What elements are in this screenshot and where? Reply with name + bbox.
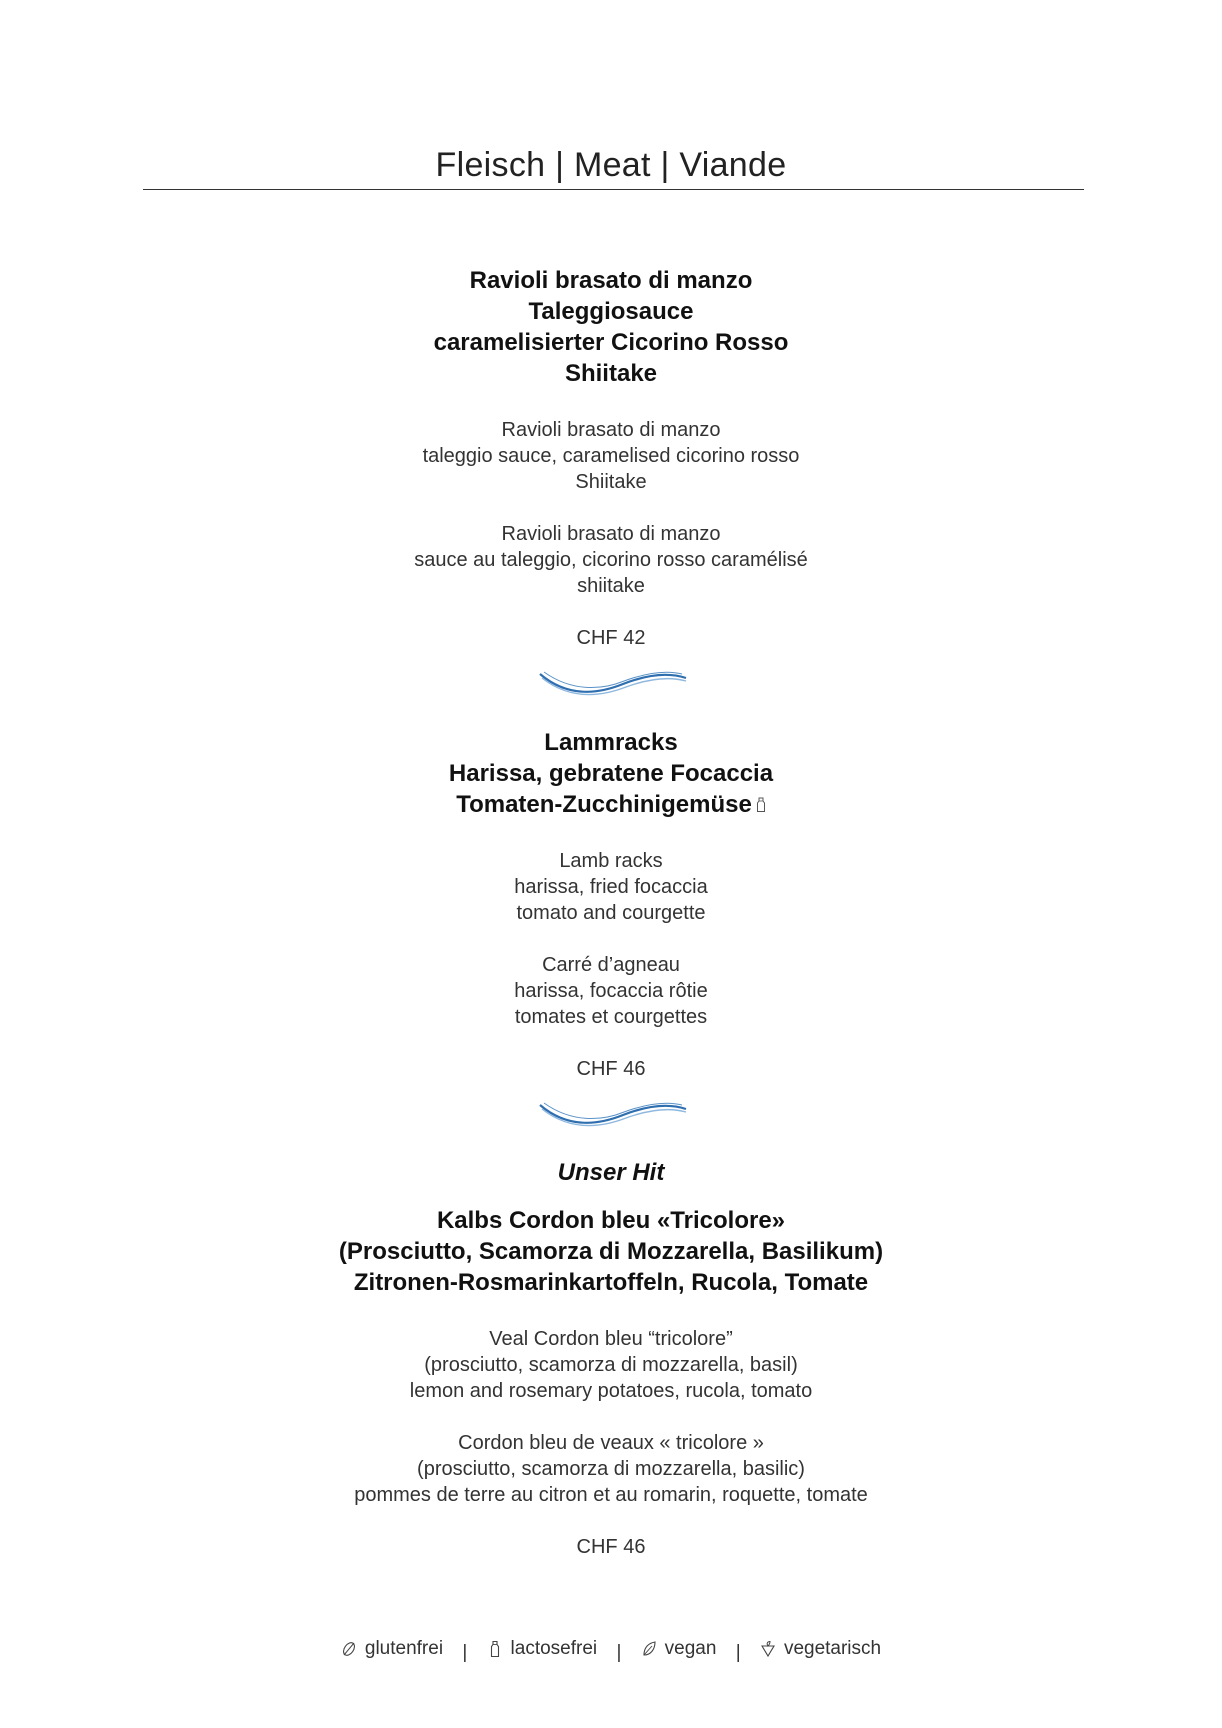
description-fr [0, 952, 1222, 1030]
description-line: Veal Cordon bleu “tricolore” [489, 1328, 733, 1350]
description-line: harissa, fried focaccia [514, 876, 708, 898]
vegetarian-icon [760, 1640, 776, 1658]
description-line: (prosciutto, scamorza di mozzarella, basilic) [417, 1458, 805, 1480]
wave-divider-icon [538, 1095, 688, 1135]
price: CHF 46 [576, 1058, 646, 1080]
vegan-leaf-icon [641, 1640, 657, 1658]
dish-ravioli [0, 265, 1222, 651]
description-line: shiitake [577, 575, 645, 597]
description-line: lemon and rosemary potatoes, rucola, tomato [409, 1380, 813, 1402]
description-line: Cordon bleu de veaux « tricolore » [458, 1432, 764, 1454]
description-en [0, 848, 1222, 926]
price: CHF 46 [576, 1536, 646, 1558]
description-line: Carré d’agneau [542, 954, 680, 976]
dish-name-line: Taleggiosauce [528, 298, 694, 325]
lactose-free-icon [487, 1640, 503, 1658]
highlight-label: Unser Hit [557, 1159, 665, 1186]
dish-name-line: Harissa, gebratene Focaccia [448, 760, 774, 787]
legend-item-glutenfrei [341, 1636, 443, 1662]
dish-name-line: Zitronen-Rosmarinkartoffeln, Rucola, Tomate [353, 1269, 869, 1296]
description-line: (prosciutto, scamorza di mozzarella, basil) [424, 1354, 798, 1376]
description-line: pommes de terre au citron et au romarin, roquette, tomate [354, 1484, 868, 1506]
description-line: Ravioli brasato di manzo [501, 419, 721, 441]
description-line: taleggio sauce, caramelised cicorino rosso [422, 445, 800, 467]
description-en [0, 1326, 1222, 1404]
dish-name-line: Lammracks [544, 729, 678, 756]
legend-separator: | [735, 1642, 741, 1663]
wave-divider-icon [538, 664, 688, 704]
price: CHF 42 [576, 627, 646, 649]
description-line: sauce au taleggio, cicorino rosso caramélisé [414, 549, 808, 571]
description-en [0, 417, 1222, 495]
description-line: Shiitake [575, 471, 647, 493]
legend-separator: | [616, 1642, 622, 1663]
description-fr [0, 1430, 1222, 1508]
dish-name [0, 727, 1222, 820]
description-line: tomato and courgette [516, 902, 706, 924]
legend-label: vegetarisch [783, 1638, 882, 1659]
dish-name [0, 1205, 1222, 1298]
legend-label: glutenfrei [364, 1638, 444, 1659]
legend-item-vegan [641, 1636, 717, 1662]
description-line: harissa, focaccia rôtie [514, 980, 708, 1002]
description-fr [0, 521, 1222, 599]
dish-cordon-bleu [0, 1157, 1222, 1560]
legend-label: vegan [664, 1638, 717, 1659]
legend-item-vegetarisch [760, 1636, 881, 1662]
section-title: Fleisch | Meat | Viande [435, 146, 787, 184]
dish-name-line: caramelisierter Cicorino Rosso [433, 329, 789, 356]
description-line: tomates et courgettes [514, 1006, 708, 1028]
dish-name-line: (Prosciutto, Scamorza di Mozzarella, Basilikum) [338, 1238, 884, 1265]
dietary-legend [0, 1636, 1222, 1666]
dish-name-line: Shiitake [564, 360, 658, 387]
legend-label: lactosefrei [510, 1638, 598, 1659]
description-line: Ravioli brasato di manzo [501, 523, 721, 545]
legend-separator: | [462, 1642, 468, 1663]
dish-name-line: Ravioli brasato di manzo [469, 267, 753, 294]
dish-name-text: Tomaten-Zucchinigemüse [456, 791, 752, 818]
dish-lamb [0, 727, 1222, 1082]
gluten-free-icon [341, 1640, 357, 1658]
title-divider [143, 189, 1084, 190]
dish-name-line [0, 789, 1222, 820]
dish-name [0, 265, 1222, 389]
lactose-free-icon [756, 797, 766, 813]
dish-name-line: Kalbs Cordon bleu «Tricolore» [436, 1207, 786, 1234]
description-line: Lamb racks [559, 850, 663, 872]
legend-item-lactosefrei [487, 1636, 598, 1662]
